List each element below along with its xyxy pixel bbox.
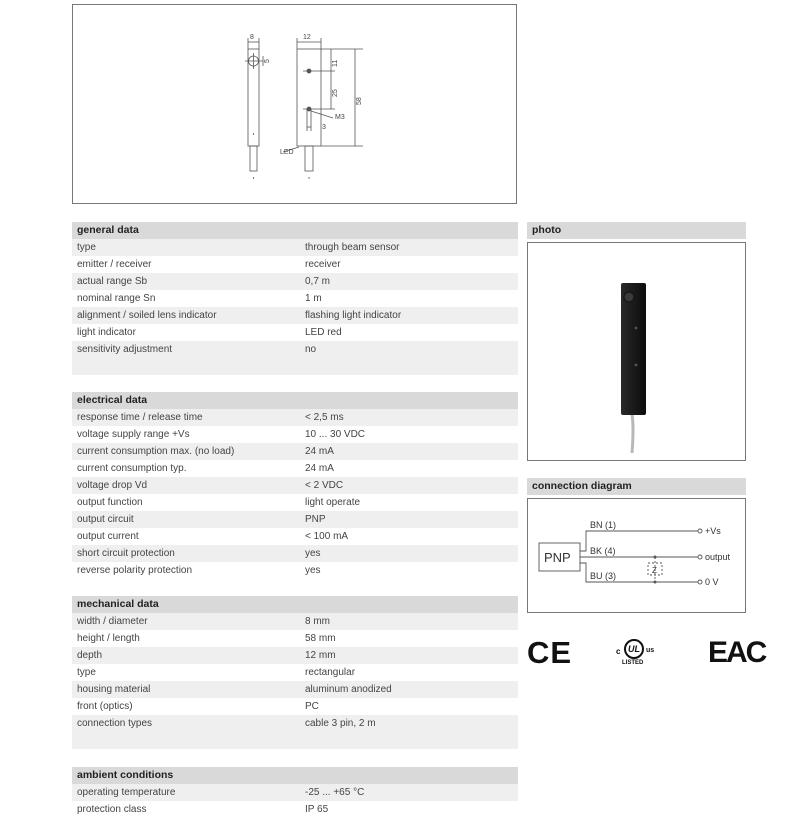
table-row: current consumption typ. 24 mA: [77, 463, 334, 474]
section-title: electrical data: [72, 392, 518, 409]
table-row: voltage supply range +Vs 10 ... 30 VDC: [77, 429, 366, 440]
blank-row: [72, 732, 518, 749]
table-row: emitter / receiver receiver: [77, 259, 341, 270]
connection-diagram-title: connection diagram: [527, 478, 746, 495]
sensor-photo: [528, 243, 745, 460]
connection-diagram-box: [527, 498, 746, 613]
bu-label: BU (3): [590, 571, 617, 581]
table-row: output circuit PNP: [72, 511, 518, 528]
table-row: protection class IP 65: [77, 804, 329, 815]
bn-label: BN (1): [590, 520, 617, 530]
sensor-front-body: [297, 49, 321, 146]
ambient-conditions-table: [72, 767, 518, 818]
dim-11: 11: [332, 59, 339, 67]
dim-m3: M3: [335, 114, 345, 121]
led-label: LED: [280, 149, 294, 156]
table-row: depth 12 mm: [72, 647, 518, 664]
bk-label: BK (4): [590, 546, 616, 556]
table-row: alignment / soiled lens indicator flashing light indicator: [72, 307, 518, 324]
photo-box: [527, 242, 746, 461]
photo-title: photo: [527, 222, 746, 239]
zero-v-label: 0 V: [705, 577, 719, 587]
blank-row: [72, 358, 518, 375]
table-row: type through beam sensor: [72, 239, 518, 256]
table-row: light indicator LED red: [77, 327, 342, 338]
dimension-drawing-box: [72, 4, 517, 204]
section-title: mechanical data: [72, 596, 518, 613]
dim-58: 58: [356, 97, 363, 105]
dim-w2: 12: [303, 34, 311, 41]
table-row: operating temperature -25 ... +65 °C: [72, 784, 518, 801]
ce-mark-icon: CE: [527, 635, 573, 670]
eac-mark-icon: EAC: [708, 636, 766, 669]
z-label: Z: [652, 566, 657, 575]
ul-listed-mark-icon: c UL us LISTED: [614, 637, 662, 669]
connection-diagram: [528, 499, 745, 612]
mechanical-data-table: [72, 596, 518, 749]
table-row: response time / release time < 2,5 ms: [72, 409, 518, 426]
table-row: short circuit protection yes: [72, 545, 518, 562]
general-data-table: [72, 222, 518, 375]
table-row: current consumption max. (no load) 24 mA: [72, 443, 518, 460]
pnp-label: PNP: [544, 550, 571, 565]
table-row: height / length 58 mm: [77, 633, 336, 644]
electrical-data-table: [72, 392, 518, 579]
cable-right: [305, 146, 313, 171]
table-row: output current < 100 mA: [77, 531, 349, 542]
table-row: reverse polarity protection yes: [77, 565, 321, 576]
table-row: sensitivity adjustment no: [72, 341, 518, 358]
dim-25: 25: [332, 89, 339, 97]
table-row: width / diameter 8 mm: [72, 613, 518, 630]
table-row: connection types cable 3 pin, 2 m: [72, 715, 518, 732]
dimension-drawing: [73, 5, 518, 205]
table-row: actual range Sb 0,7 m: [72, 273, 518, 290]
section-title: ambient conditions: [72, 767, 518, 784]
table-row: front (optics) PC: [77, 701, 319, 712]
table-row: nominal range Sn 1 m: [77, 293, 322, 304]
table-row: housing material aluminum anodized: [72, 681, 518, 698]
output-label: output: [705, 552, 731, 562]
table-row: type rectangular: [77, 667, 356, 678]
dim-h1: 5: [264, 59, 271, 63]
cable-left: [250, 146, 257, 171]
dim-3: 3: [322, 124, 326, 131]
section-title: general data: [72, 222, 518, 239]
table-row: output function light operate: [77, 497, 361, 508]
table-row: voltage drop Vd < 2 VDC: [72, 477, 518, 494]
dim-w1: 8: [250, 34, 254, 41]
vs-label: +Vs: [705, 526, 721, 536]
